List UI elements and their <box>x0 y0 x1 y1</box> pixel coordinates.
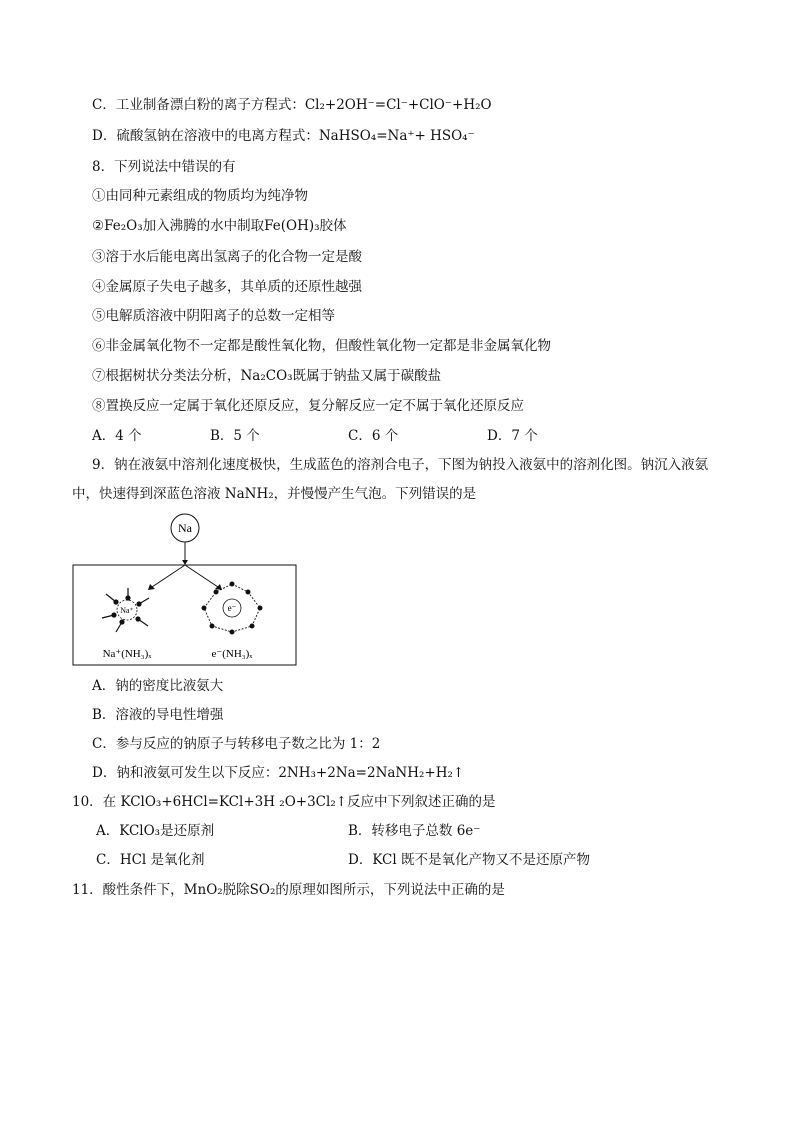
q8-item-5: ⑤电解质溶液中阴阳离子的总数一定相等 <box>92 308 335 324</box>
na-ion-label: Na⁺ <box>120 606 134 615</box>
q8-item-4: ④金属原子失电子越多，其单质的还原性越强 <box>92 279 362 295</box>
q8-item-6: ⑥非金属氧化物不一定都是酸性氧化物，但酸性氧化物一定都是非金属氧化物 <box>92 338 551 354</box>
q8-option-a: A．4 个 <box>92 428 142 444</box>
q8-item-7: ⑦根据树状分类法分析，Na₂CO₃既属于钠盐又属于碳酸盐 <box>92 368 442 384</box>
arrow-left-line <box>152 565 185 587</box>
q8-option-b: B．5 个 <box>210 428 260 444</box>
q7-option-c <box>92 96 492 114</box>
electron-label: e⁻ <box>227 603 237 613</box>
q10-option-c: C．HCl 是氧化剂 <box>96 852 205 868</box>
q10-option-d: D．KCl 既不是氧化产物又不是还原产物 <box>348 852 590 868</box>
q10-option-a: A．KClO₃是还原剂 <box>96 823 215 839</box>
q7-option-c-text: C．工业制备漂白粉的离子方程式： <box>92 97 305 113</box>
q7-option-c-formula: Cl₂+2OH⁻=Cl⁻+ClO⁻+H₂O <box>304 97 492 113</box>
q9-stem-line2: 中，快速得到深蓝色溶液 NaNH₂，并慢慢产生气泡。下列错误的是 <box>72 486 477 502</box>
q7-option-d <box>92 127 475 145</box>
q8-stem: 8．下列说法中错误的有 <box>92 159 236 175</box>
arrow-down-head <box>182 560 188 565</box>
q10-option-b: B．转移电子总数 6e⁻ <box>348 823 481 839</box>
q7-option-d-formula: NaHSO₄=Na⁺+ HSO₄⁻ <box>318 128 475 144</box>
q9-option-d: D．钠和液氨可发生以下反应：2NH₃+2Na=2NaNH₂+H₂↑ <box>92 765 465 781</box>
q10-stem: 10．在 KClO₃+6HCl=KCl+3H ₂O+3Cl₂↑反应中下列叙述正确的是 <box>72 794 496 810</box>
na-atom-label: Na <box>178 521 192 535</box>
arrow-right-line <box>185 565 218 587</box>
q8-option-c: C．6 个 <box>348 428 399 444</box>
q8-item-2: ②Fe₂O₃加入沸腾的水中制取Fe(OH)₃胶体 <box>92 218 347 234</box>
q8-option-d: D．7 个 <box>487 428 538 444</box>
q8-item-8: ⑧置换反应一定属于氧化还原反应，复分解反应一定不属于氧化还原反应 <box>92 398 524 414</box>
solvated-na-ion <box>102 588 149 632</box>
q11-stem: 11．酸性条件下，MnO₂脱除SO₂的原理如图所示，下列说法中正确的是 <box>72 882 505 898</box>
q9-option-c: C．参与反应的钠原子与转移电子数之比为 1：2 <box>92 736 381 752</box>
electron-solvated-caption: e⁻(NH₃)ₓ <box>211 648 253 660</box>
arrow-left-head <box>148 584 155 590</box>
q9-stem-line1: 9．钠在液氨中溶剂化速度极快，生成蓝色的溶剂合电子，下图为钠投入液氨中的溶剂化图。钠沉入液氨 <box>92 457 709 473</box>
solvated-electron <box>202 582 263 635</box>
q9-option-a: A．钠的密度比液氨大 <box>92 678 224 694</box>
q7-option-d-text: D．硫酸氢钠在溶液中的电离方程式： <box>92 128 319 144</box>
q8-item-3: ③溶于水后能电离出氢离子的化合物一定是酸 <box>92 249 362 265</box>
na-solvated-caption: Na⁺(NH₃)ₓ <box>102 648 152 660</box>
q9-option-b: B．溶液的导电性增强 <box>92 707 224 723</box>
q8-item-1: ①由同种元素组成的物质均为纯净物 <box>92 188 308 204</box>
sodium-solvation-diagram <box>72 512 298 668</box>
